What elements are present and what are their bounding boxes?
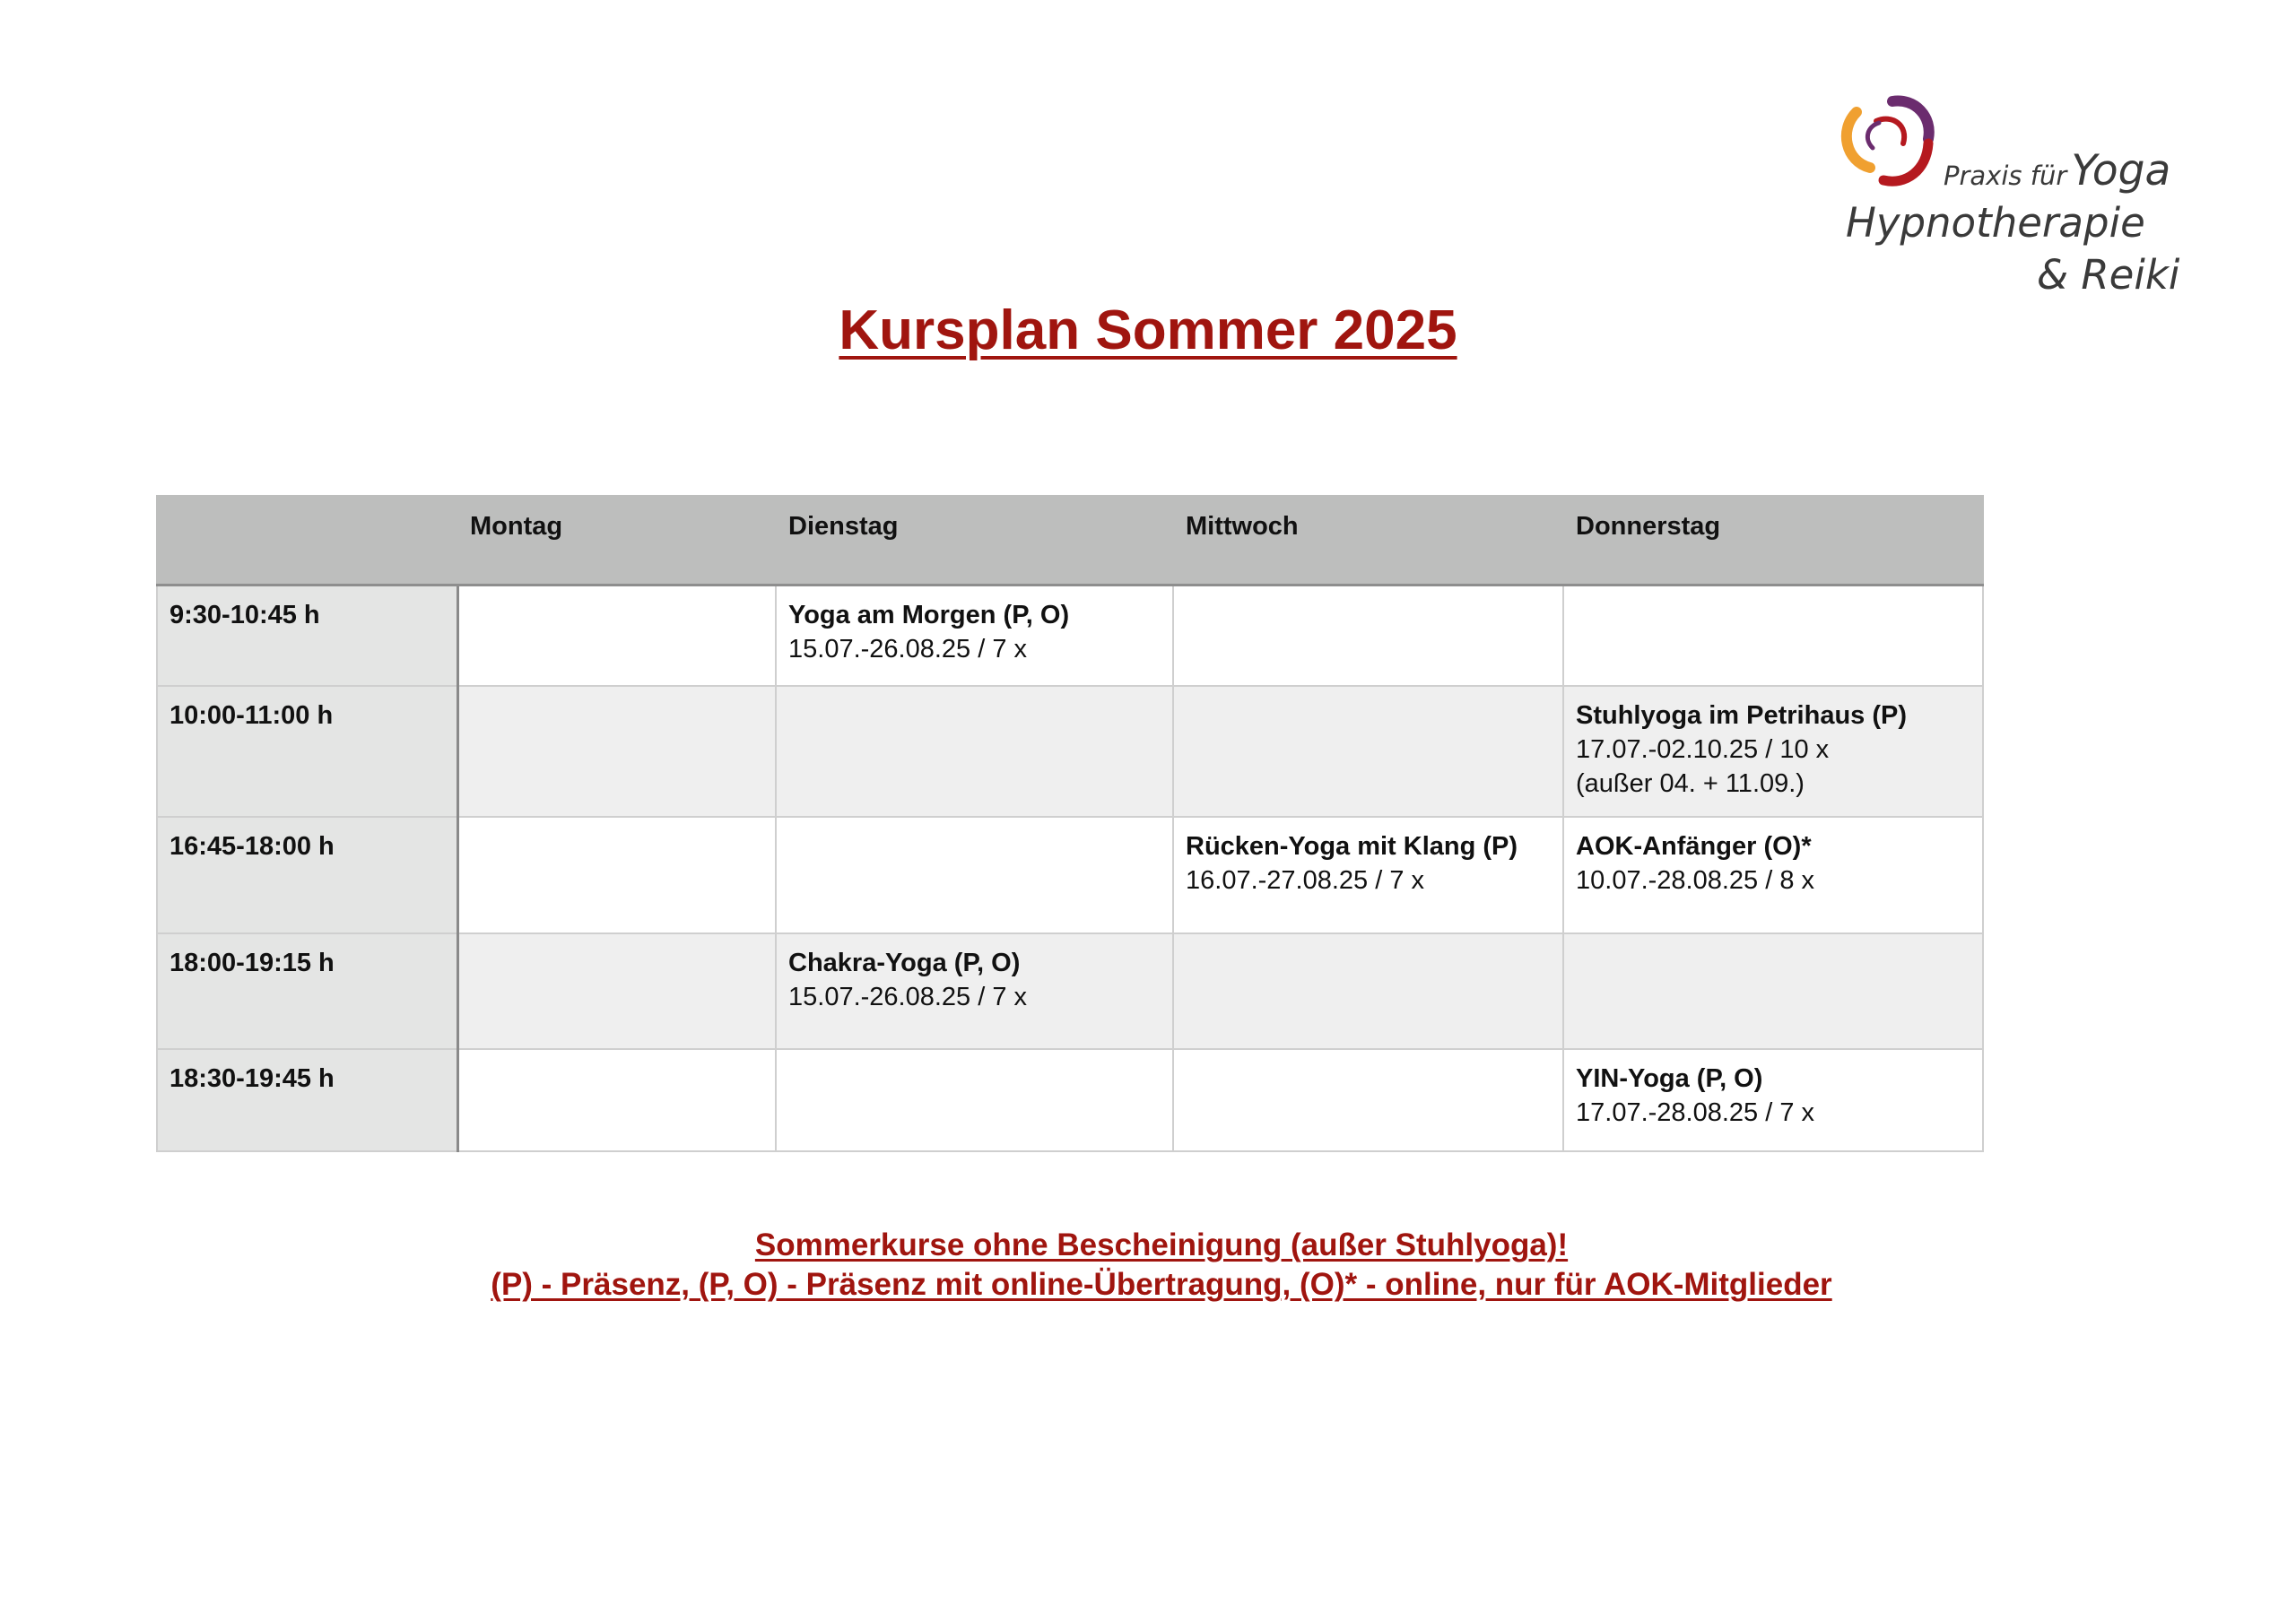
table-row: [157, 1049, 1983, 1151]
logo-text-yoga: Yoga: [2071, 146, 2171, 195]
course-dates: 15.07.-26.08.25 / 7 x: [788, 635, 1028, 664]
dienstag-cell: [776, 585, 1173, 686]
mittwoch-cell: [1173, 1049, 1563, 1151]
time-cell: 18:30-19:45 h: [157, 1049, 457, 1151]
course-dates: 17.07.-02.10.25 / 10 x: [1576, 734, 1830, 764]
course-dates: 16.07.-27.08.25 / 7 x: [1186, 865, 1425, 895]
time-cell: 16:45-18:00 h: [157, 817, 457, 933]
course-dates: 10.07.-28.08.25 / 8 x: [1576, 865, 1815, 895]
course-dates: 17.07.-28.08.25 / 7 x: [1576, 1097, 1815, 1127]
course-name: Yoga am Morgen (P, O): [788, 601, 1070, 629]
header-dienstag: Dienstag: [776, 496, 1173, 585]
mittwoch-cell: [1173, 933, 1563, 1049]
table-row: [157, 817, 1983, 933]
header-empty: [157, 496, 457, 585]
course-name: Stuhlyoga im Petrihaus (P): [1576, 700, 1907, 730]
footnotes: [0, 1226, 2296, 1305]
course-name: Rücken-Yoga mit Klang (P): [1186, 831, 1518, 861]
practice-logo: [1839, 94, 2197, 309]
donnerstag-cell: [1563, 1049, 1983, 1151]
table-row: [157, 933, 1983, 1049]
time-cell: 10:00-11:00 h: [157, 686, 457, 817]
time-cell: 18:00-19:15 h: [157, 933, 457, 1049]
course-dates: 15.07.-26.08.25 / 7 x: [788, 982, 1028, 1011]
donnerstag-cell: [1563, 686, 1983, 817]
note-no-certificate: Sommerkurse ohne Bescheinigung (außer Stuhlyoga)!: [754, 1227, 1569, 1262]
logo-text-hypnotherapie: Hypnotherapie: [1846, 199, 2145, 247]
course-exception: (außer 04. + 11.09.): [1576, 768, 1805, 798]
course-schedule-table: [156, 495, 1984, 1152]
mittwoch-cell: [1173, 686, 1563, 817]
montag-cell: [457, 1049, 776, 1151]
header-mittwoch: Mittwoch: [1173, 496, 1563, 585]
dienstag-cell: [776, 817, 1173, 933]
note-legend: (P) - Präsenz, (P, O) - Präsenz mit online-Übertragung, (O)* - online, nur für AOK-Mitglieder: [491, 1267, 1832, 1302]
time-cell: 9:30-10:45 h: [157, 585, 457, 686]
page-title: Kursplan Sommer 2025: [839, 299, 1457, 361]
swirl-logo-icon: [1839, 94, 1937, 193]
montag-cell: [457, 686, 776, 817]
dienstag-cell: [776, 686, 1173, 817]
montag-cell: [457, 933, 776, 1049]
header-montag: Montag: [457, 496, 776, 585]
table-row: [157, 686, 1983, 817]
dienstag-cell: [776, 933, 1173, 1049]
logo-text-praxis: Praxis für: [1944, 160, 2067, 191]
course-name: YIN-Yoga (P, O): [1576, 1063, 1763, 1093]
donnerstag-cell: [1563, 585, 1983, 686]
donnerstag-cell: [1563, 933, 1983, 1049]
mittwoch-cell: [1173, 585, 1563, 686]
montag-cell: [457, 817, 776, 933]
mittwoch-cell: [1173, 817, 1563, 933]
course-name: AOK-Anfänger (O)*: [1576, 831, 1812, 861]
logo-line-1: [1944, 146, 2170, 195]
donnerstag-cell: [1563, 817, 1983, 933]
montag-cell: [457, 585, 776, 686]
course-name: Chakra-Yoga (P, O): [788, 948, 1021, 977]
dienstag-cell: [776, 1049, 1173, 1151]
table-row: [157, 585, 1983, 686]
logo-text-reiki: & Reiki: [2037, 251, 2180, 299]
header-donnerstag: Donnerstag: [1563, 496, 1983, 585]
table-header-row: [157, 496, 1983, 585]
